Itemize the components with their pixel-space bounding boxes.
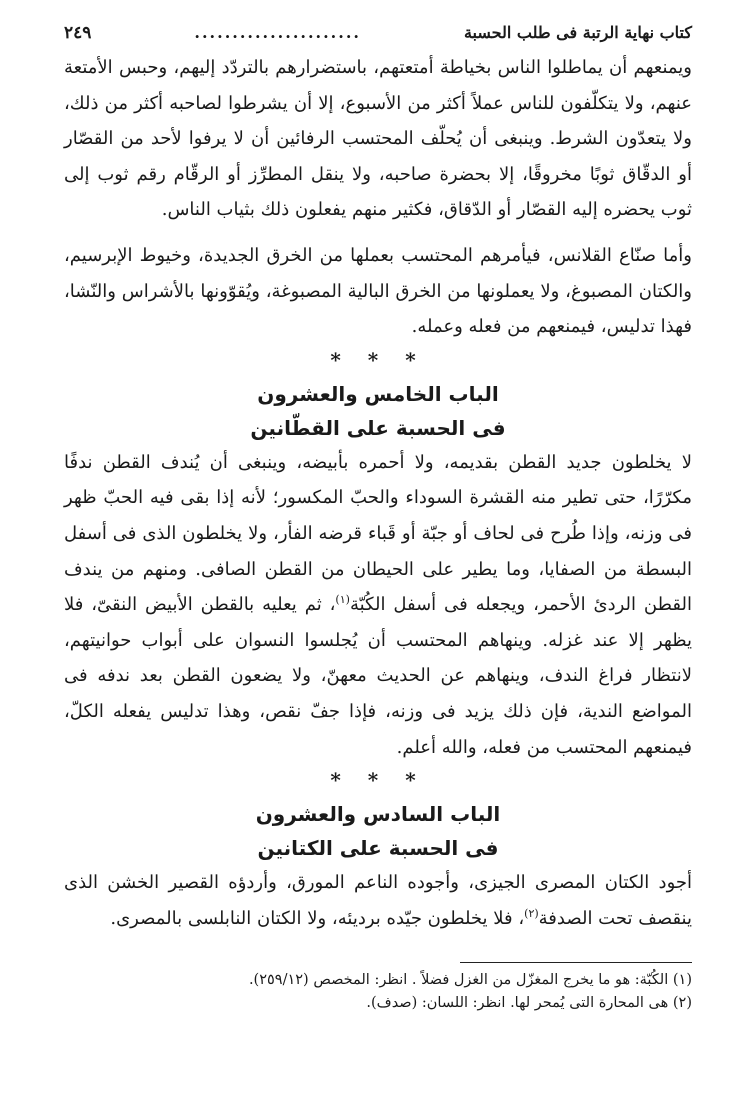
footnote-1: (١) الكُبّة: هو ما يخرج المغزّل من الغزل فضلاً . انظر: المخصص (٢٥٩/١٢). xyxy=(248,972,692,989)
page-header xyxy=(64,22,692,46)
paragraph-text: ، ثم يعليه بالقطن الأبيض النقىّ، فلا يظهر إلا عند غزله. وينهاهم المحتسب أن يُجلسوا النسوان على أبواب حوانيتهم، لانتظار فراغ الندف، وينهاهم عن الحديث معهنّ، ولا يضعون القطن بعد ندفه فى المواضع الندية، فإن ذلك يزيد فى وزنه، فإذا جفّ نقص، وهذا تدليس يفعله الكلّ، فيمنعهم المحتسب من فعله، والله أعلم. xyxy=(64,594,693,758)
book-page xyxy=(64,22,692,1092)
footnote-ref: (٢) xyxy=(524,906,539,920)
paragraph-cap-makers: وأما صنّاع القلانس، فيأمرهم المحتسب بعملها من الخرق الجديدة، وخيوط الإبرسيم، والكتان المصبوغ، ولا يعملونها من الخرق البالية المصبوغة، ويُقوّونها بالأشراس والنّشا، فهذا تدليس، فيمنعهم من فعله وعمله. xyxy=(64,244,692,338)
paragraph-text: ، فلا يخلطون جيّده برديئه، ولا الكتان النابلسى بالمصرى. xyxy=(110,907,525,929)
paragraph-cotton-carders xyxy=(64,445,692,765)
chapter-title: الباب الخامس والعشرون xyxy=(257,381,499,406)
chapter-title: الباب السادس والعشرون xyxy=(255,802,501,827)
footnote-ref: (١) xyxy=(335,593,350,607)
chapter-subtitle: فى الحسبة على القطّانين xyxy=(250,415,506,440)
paragraph-text: لا يخلطون جديد القطن بقديمه، ولا أحمره بأبيضه، وينبغى أن يُندف القطن ندفًا مكرّرًا، حتى تطير منه القشرة السوداء والحبّ المكسور؛ لأنه إذا بقى فيه الحبّ ظهر فى وزنه، وإذا طُرح فى لحاف أو جبّة أو قَباء قرضه الفأر، ولا يخلطون الذى فى أسفل البسطة من الصفايا، وما يطير على الحيطان من القطن الصافى. ومنهم من يندف القطن الردئ الأحمر، ويجعله فى أسفل الكُبّة xyxy=(64,451,692,616)
paragraph-text: أجود الكتان المصرى الجيزى، وأجوده الناعم المورق، وأردؤه القصير الخشن الذى ينقصف تحت الصدفة xyxy=(64,872,692,929)
paragraph-tailors: ويمنعهم أن يماطلوا الناس بخياطة أمتعتهم، باستضرارهم بالتردّد إليهم، وحبس الأمتعة عنهم، ولا يتكلّفون للناس عملاً أكثر من الأسبوع، إلا أن يشرطوا لصاحبه أكثر من ذلك، ولا يتعدّون الشرط. وينبغى أن يُحلّف المحتسب الرفائين أن لا يرفوا لأحد من القصّار أو الدقّاق ثوبًا مخروقًا، إلا بحضرة صاحبه، ولا ينقل المطرِّز أو الرقّام رقم ثوب إلى ثوب يحضره إليه القصّار أو الدّقاق، فكثير منهم يفعلون ذلك بثياب الناس. xyxy=(64,57,692,221)
footnote-2: (٢) هى المحارة التى يُمحر لها. انظر: اللسان: (صدف). xyxy=(366,995,692,1012)
page-number: ٢٤٩ xyxy=(64,23,92,43)
footnote-divider xyxy=(460,962,692,963)
chapter-subtitle: فى الحسبة على الكتانين xyxy=(257,836,499,861)
section-separator: * * * xyxy=(330,768,426,793)
section-separator: * * * xyxy=(330,347,426,372)
header-leader-dots: ...................... xyxy=(194,23,361,42)
running-title: كتاب نهاية الرتبة فى طلب الحسبة xyxy=(463,23,692,42)
paragraph-flax-dealers xyxy=(64,865,692,936)
